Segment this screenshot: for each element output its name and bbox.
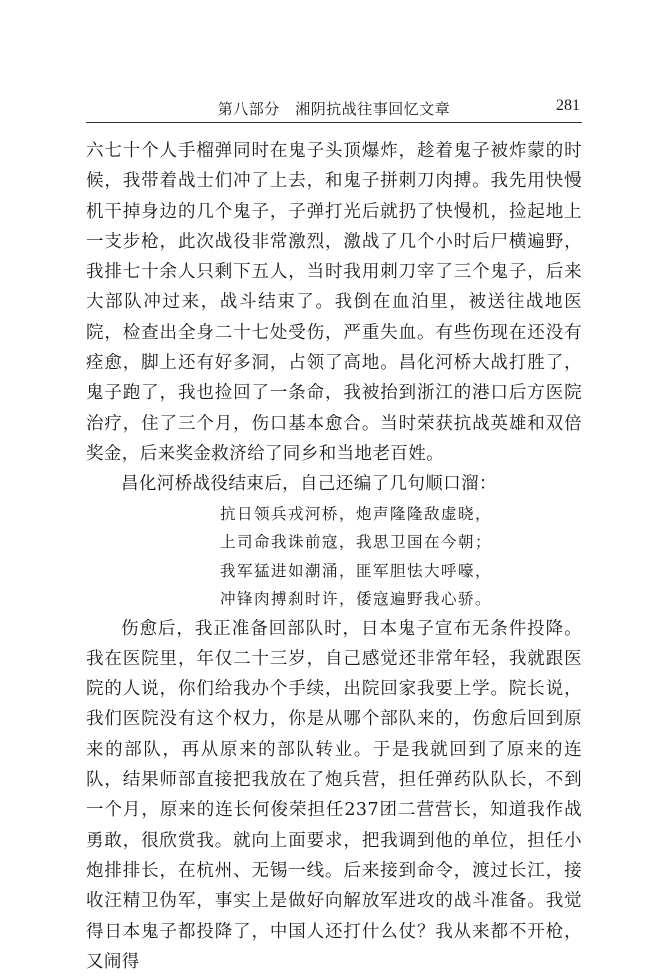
- poem: [86, 500, 582, 614]
- paragraph-poem-intro: 昌化河桥战役结束后，自己还编了几句顺口溜：: [121, 474, 497, 495]
- header-rule: [86, 122, 582, 123]
- paragraph-after-recovery: 伤愈后，我正准备回部队时，日本鬼子宣布无条件投降。我在医院里，年仅二十三岁，自己感觉还非常年轻，我就跟医院的人说，你们给我办个手续，出院回家我要上学。院长说，我们医院没有这个权力，你是从哪个部队来的，伤愈后回到原来的部队，再从原来的部队转业。于是我就回到了原来的连队，结果师部直接把我放在了炮兵营，担任弹药队队长，不到一个月，原来的连长何俊荣担任237团二营营长，知道我作战勇敢，很欣赏我。就向上面要求，把我调到他的单位，担任小炮排排长，在杭州、无锡一线。后来接到命令，渡过长江，接收汪精卫伪军，事实上是做好向解放军进攻的战斗准备。我觉得日本鬼子都投降了，中国人还打什么仗？我从来都不开枪，又闹得: [86, 618, 582, 972]
- poem-line: 上司命我诛前寇，我思卫国在今朝；: [220, 533, 493, 552]
- poem-line: 冲锋肉搏刹时许，倭寇遍野我心骄。: [220, 590, 493, 609]
- paragraph-battle: 六七十个人手榴弹同时在鬼子头顶爆炸，趁着鬼子被炸蒙的时候，我带着战士们冲了上去，和鬼子拼刺刀肉搏。我先用快慢机干掉身边的几个鬼子，子弹打光后就扔了快慢机，捡起地上一支步枪，此次战役非常激烈，激战了几个小时后尸横遍野，我排七十余人只剩下五人，当时我用刺刀宰了三个鬼子，后来大部队冲过来，战斗结束了。我倒在血泊里，被送往战地医院，检查出全身二十七处受伤，严重失血。有些伤现在还没有痊愈，脚上还有好多洞，占领了高地。昌化河桥大战打胜了，鬼子跑了，我也捡回了一条命，我被抬到浙江的港口后方医院治疗，住了三个月，伤口基本愈合。当时荣获抗战英雄和双倍奖金，后来奖金救济给了同乡和当地老百姓。: [86, 141, 582, 464]
- page-body: [86, 136, 582, 977]
- running-header: [86, 96, 582, 122]
- page-number: 281: [556, 97, 580, 114]
- poem-line: 抗日领兵戎河桥，炮声隆隆敌虚晓，: [220, 504, 493, 523]
- poem-line: 我军猛进如潮涌，匪军胆怯大呼嚎，: [220, 561, 493, 580]
- section-title: 第八部分 湘阴抗战往事回忆文章: [217, 100, 451, 118]
